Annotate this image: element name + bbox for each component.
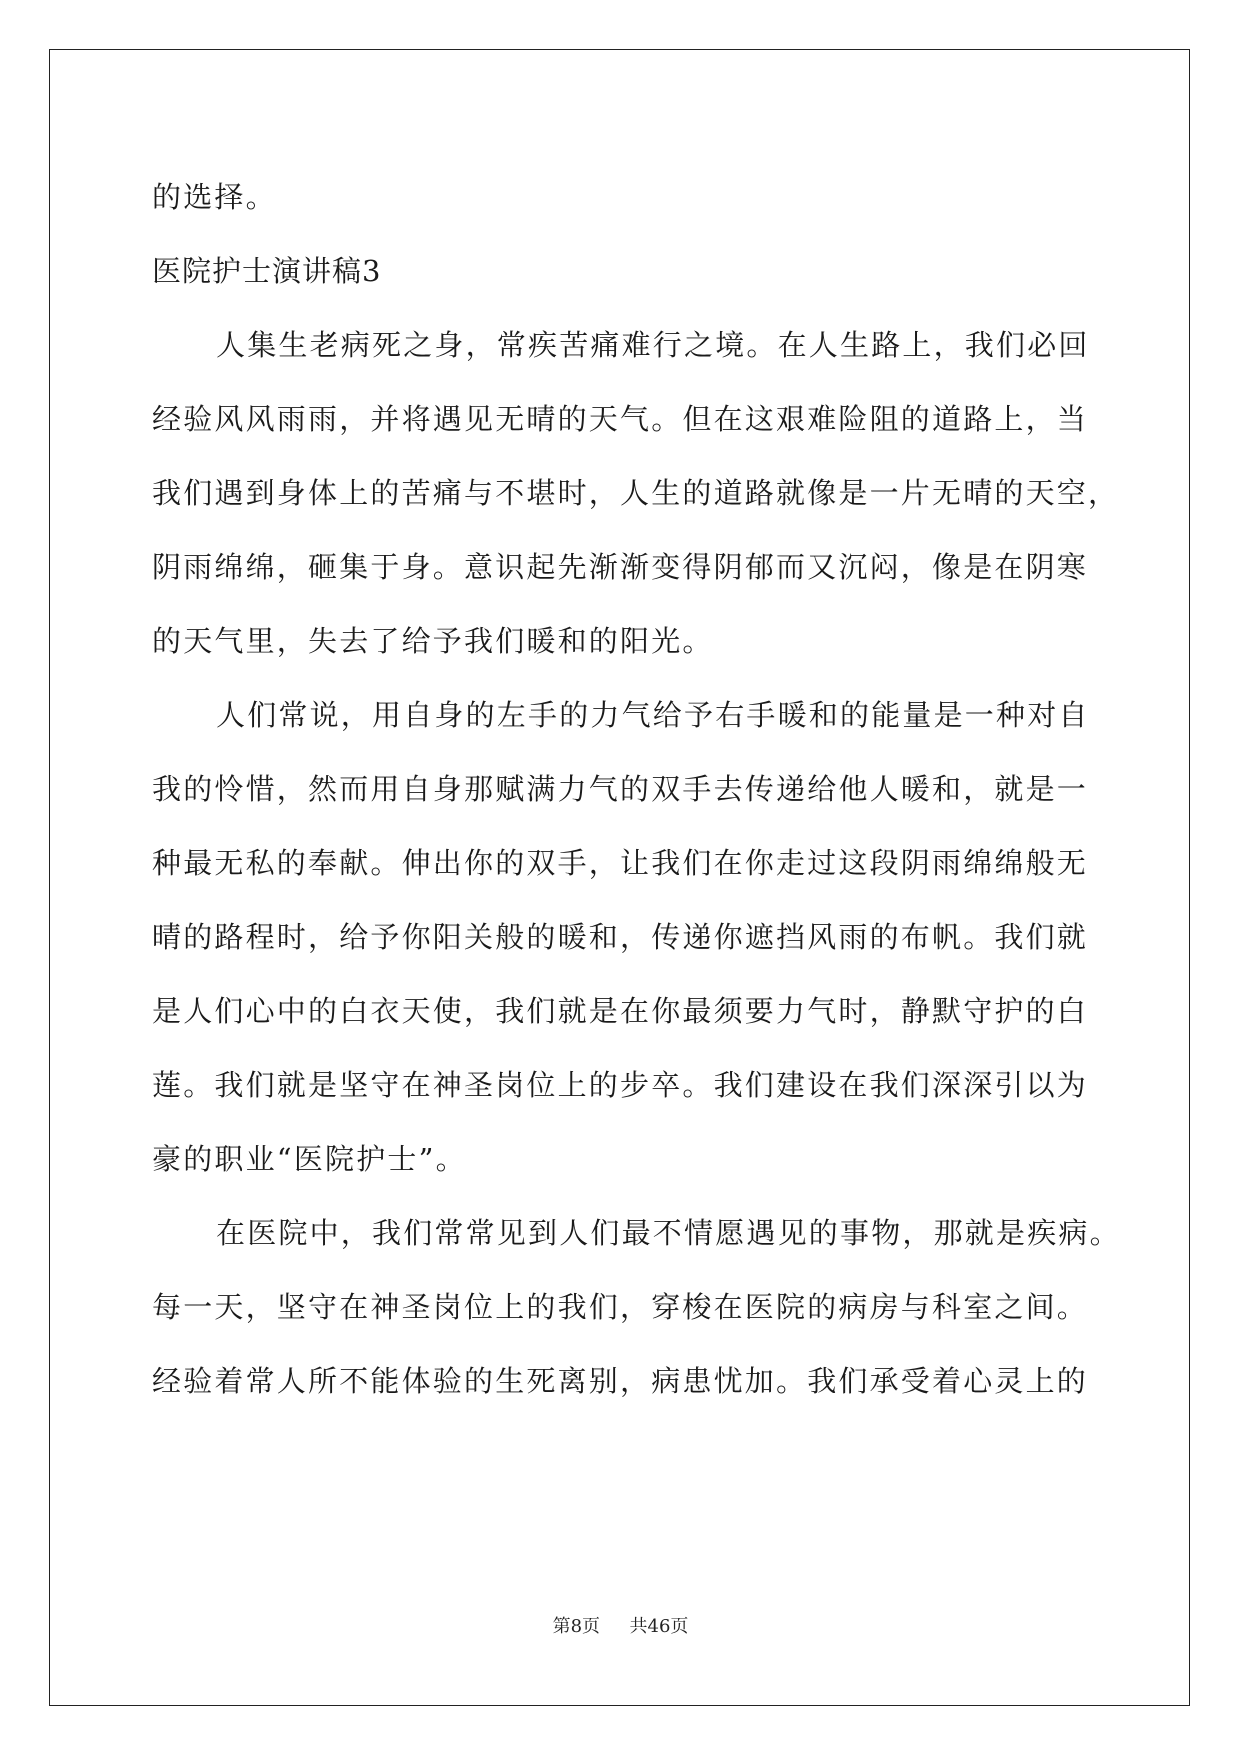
paragraph-line: 晴的路程时，给予你阳关般的暖和，传递你遮挡风雨的布帆。我们就	[152, 920, 1089, 954]
paragraph-line: 人集生老病死之身，常疾苦痛难行之境。在人生路上，我们必回	[216, 328, 1090, 362]
paragraph-line: 人们常说，用自身的左手的力气给予右手暖和的能量是一种对自	[216, 698, 1090, 732]
paragraph-line: 是人们心中的白衣天使，我们就是在你最须要力气时，静默守护的白	[152, 994, 1089, 1028]
paragraph-line: 在医院中，我们常常见到人们最不情愿遇见的事物，那就是疾病。	[216, 1216, 1121, 1250]
page-total: 共46页	[629, 1616, 689, 1637]
paragraph-line: 豪的职业“医院护士”。	[152, 1142, 467, 1176]
paragraph-line: 经验风风雨雨，并将遇见无晴的天气。但在这艰难险阻的道路上，当	[152, 402, 1089, 436]
document-body	[152, 160, 1121, 1418]
text-line: 的选择。	[152, 180, 277, 214]
paragraph-line: 我们遇到身体上的苦痛与不堪时，人生的道路就像是一片无晴的天空，	[152, 476, 1120, 510]
section-heading: 医院护士演讲稿3	[152, 254, 382, 288]
paragraph-line: 我的怜惜，然而用自身那赋满力气的双手去传递给他人暖和，就是一	[152, 772, 1089, 806]
paragraph-line: 经验着常人所不能体验的生死离别，病患忧加。我们承受着心灵上的	[152, 1364, 1089, 1398]
paragraph-line: 莲。我们就是坚守在神圣岗位上的步卒。我们建设在我们深深引以为	[152, 1068, 1089, 1102]
paragraph-line: 阴雨绵绵，砸集于身。意识起先渐渐变得阴郁而又沉闷，像是在阴寒	[152, 550, 1089, 584]
page-footer	[0, 1612, 1241, 1638]
page-number: 第8页	[552, 1616, 601, 1637]
paragraph-line: 的天气里，失去了给予我们暖和的阳光。	[152, 624, 714, 658]
paragraph-line: 每一天，坚守在神圣岗位上的我们，穿梭在医院的病房与科室之间。	[152, 1290, 1089, 1324]
paragraph-line: 种最无私的奉献。伸出你的双手，让我们在你走过这段阴雨绵绵般无	[152, 846, 1089, 880]
